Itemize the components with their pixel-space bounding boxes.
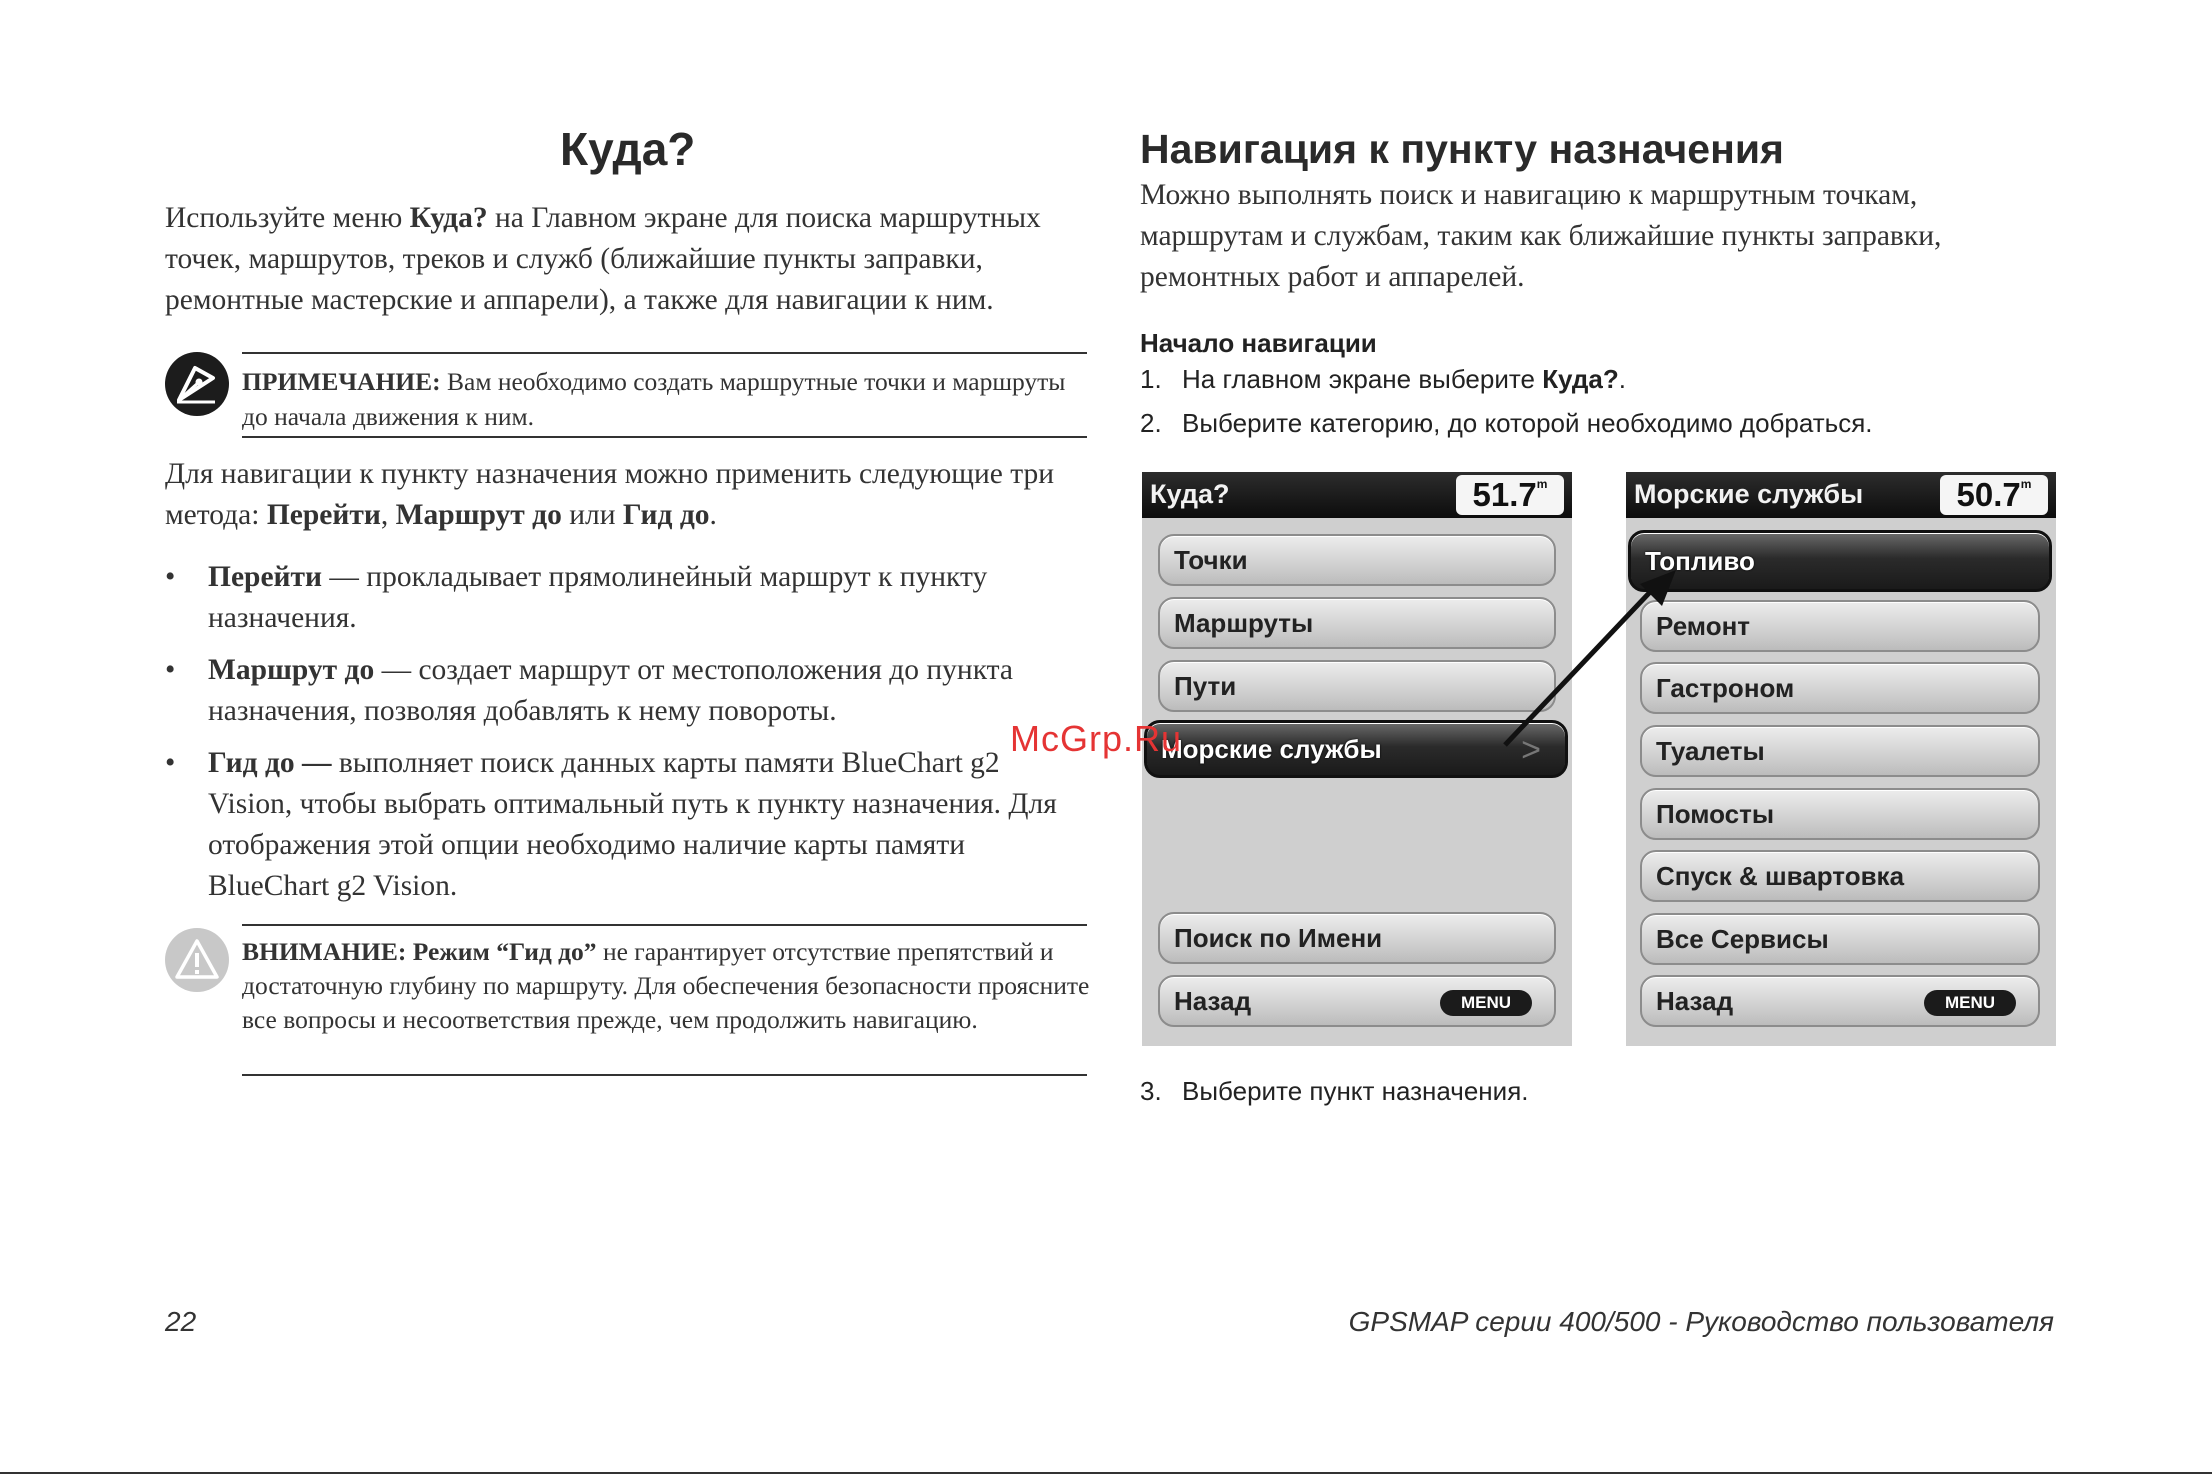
screen-header	[1626, 472, 2056, 518]
warning-bottom-rule	[242, 1074, 1087, 1076]
warning-label: ВНИМАНИЕ: Режим “Гид до”	[242, 937, 597, 966]
menu-item-label: Морские службы	[1161, 734, 1382, 764]
methods-sep: ,	[380, 499, 396, 531]
bullet-dot: •	[165, 747, 176, 779]
step-3	[1140, 1076, 1529, 1107]
page-number: 22	[165, 1306, 197, 1337]
step-1	[1140, 364, 1626, 395]
watermark: McGrp.Ru	[1010, 718, 1183, 759]
step-number: 1.	[1140, 364, 1162, 394]
intro-text: Используйте меню	[165, 202, 410, 234]
menu-item-search-by-name[interactable]	[1158, 912, 1556, 964]
menu-item-label: Туалеты	[1656, 736, 1765, 766]
menu-item-label: Топливо	[1645, 546, 1755, 576]
note-label: ПРИМЕЧАНИЕ:	[242, 367, 441, 396]
screen-title: Морские службы	[1634, 479, 1864, 509]
step-bold: Куда?	[1542, 364, 1619, 394]
subsection-heading: Начало навигации	[1140, 328, 1377, 358]
menu-item-tracks[interactable]	[1158, 660, 1556, 712]
bottom-rule	[0, 1472, 2212, 1474]
warning-top-rule	[242, 924, 1087, 926]
menu-item-label: Маршруты	[1174, 608, 1314, 638]
back-label: Назад	[1174, 986, 1252, 1016]
step-number: 2.	[1140, 408, 1162, 438]
depth-value: 50.7	[1956, 476, 2021, 513]
note-text	[242, 364, 1092, 434]
bullet-term: Маршрут до	[208, 654, 375, 686]
menu-item-repair[interactable]	[1640, 600, 2040, 652]
bullet-desc: выполняет поиск данных карты памяти BlueChart g2 Vision, чтобы выбрать оптимальный путь к пункту назначения. Для отображения этой опции необходимо наличие карты памяти BlueChart g2 Vision.	[208, 747, 1057, 902]
step-text: Выберите категорию, до которой необходимо добраться.	[1182, 408, 1873, 438]
bullet-desc: — прокладывает прямолинейный маршрут к пункту назначения.	[208, 561, 988, 634]
menu-item-launch-mooring[interactable]	[1640, 850, 2040, 902]
menu-item-all-services[interactable]	[1640, 913, 2040, 965]
bullet-term: Гид до —	[208, 747, 332, 779]
chevron-right-icon: >	[1521, 731, 1541, 769]
note-bottom-rule	[242, 436, 1087, 438]
warning-text	[242, 935, 1092, 1037]
callout-arrow	[1500, 570, 1700, 760]
bullet-dot: •	[165, 561, 176, 593]
back-button[interactable]	[1640, 975, 2040, 1027]
bullet-item-go	[165, 557, 1095, 639]
menu-item-label: Точки	[1174, 545, 1248, 575]
back-button[interactable]	[1158, 975, 1556, 1027]
bullet-desc: — создает маршрут от местоположения до пункта назначения, позволяя добавлять к нему повороты.	[208, 654, 1014, 727]
method-route: Маршрут до	[395, 499, 562, 531]
bullet-item-route	[165, 650, 1095, 732]
warning-triangle-icon	[165, 928, 229, 992]
section-title: Навигация к пункту назначения	[1140, 126, 1784, 172]
menu-item-label: Ремонт	[1656, 611, 1751, 641]
menu-item-label: Все Сервисы	[1656, 924, 1829, 954]
note-top-rule	[242, 352, 1087, 354]
step-text: Выберите пункт назначения.	[1182, 1076, 1529, 1106]
methods-or: или	[561, 499, 623, 531]
bullet-term: Перейти	[208, 561, 323, 593]
screen-title: Куда?	[1150, 479, 1230, 509]
footer-title: GPSMAP серии 400/500 - Руководство пользователя	[1348, 1306, 2054, 1337]
page-title: Куда?	[560, 123, 696, 175]
section-intro: Можно выполнять поиск и навигацию к маршрутным точкам, маршрутам и службам, таким как ближайшие пункты заправки, ремонтных работ и аппарелей.	[1140, 179, 1942, 293]
step-2	[1140, 408, 1873, 439]
depth-readout	[1940, 475, 2048, 515]
methods-text: Для навигации к пункту назначения можно применить следующие три метода:	[165, 458, 1055, 531]
step-end: .	[1618, 364, 1626, 394]
menu-item-docks[interactable]	[1640, 788, 2040, 840]
depth-value: 51.7	[1472, 476, 1537, 513]
menu-item-points[interactable]	[1158, 534, 1556, 586]
depth-unit: m	[1536, 477, 1548, 491]
warning-body: не гарантирует отсутствие препятствий и достаточную глубину по маршруту. Для обеспечения безопасности проясните все вопросы и несоответствия прежде, чем продолжить навигацию.	[242, 937, 1090, 1034]
pen-nib-icon	[165, 352, 229, 416]
intro-text-rest: на Главном экране для поиска маршрутных точек, маршрутов, треков и служб (ближайшие пункты заправки, ремонтные мастерские и аппарели), а также для навигации к ним.	[165, 202, 1041, 316]
intro-menu-name: Куда?	[409, 202, 488, 234]
method-guide: Гид до	[622, 499, 710, 531]
methods-end: .	[709, 499, 717, 531]
depth-unit: m	[2020, 477, 2032, 491]
menu-item-label: Поиск по Имени	[1174, 923, 1383, 953]
menu-item-grocery[interactable]	[1640, 662, 2040, 714]
bullet-item-guide	[165, 743, 1095, 907]
menu-item-toilets[interactable]	[1640, 725, 2040, 777]
step-text: На главном экране выберите	[1182, 364, 1543, 394]
depth-readout	[1456, 475, 1564, 515]
step-number: 3.	[1140, 1076, 1162, 1106]
menu-item-label: Гастроном	[1656, 673, 1795, 703]
menu-key-badge: MENU	[1440, 990, 1532, 1016]
screen-header	[1142, 472, 1572, 518]
back-label: Назад	[1656, 986, 1734, 1016]
methods-paragraph	[165, 454, 1095, 536]
menu-item-label: Спуск & швартовка	[1656, 861, 1905, 891]
method-go: Перейти	[266, 499, 381, 531]
note-body: Вам необходимо создать маршрутные точки и маршруты до начала движения к ним.	[242, 367, 1066, 431]
intro-paragraph	[165, 198, 1095, 321]
menu-item-routes[interactable]	[1158, 597, 1556, 649]
menu-key-badge: MENU	[1924, 990, 2016, 1016]
menu-item-label: Пути	[1174, 671, 1237, 701]
bullet-dot: •	[165, 654, 176, 686]
menu-item-label: Помосты	[1656, 799, 1775, 829]
